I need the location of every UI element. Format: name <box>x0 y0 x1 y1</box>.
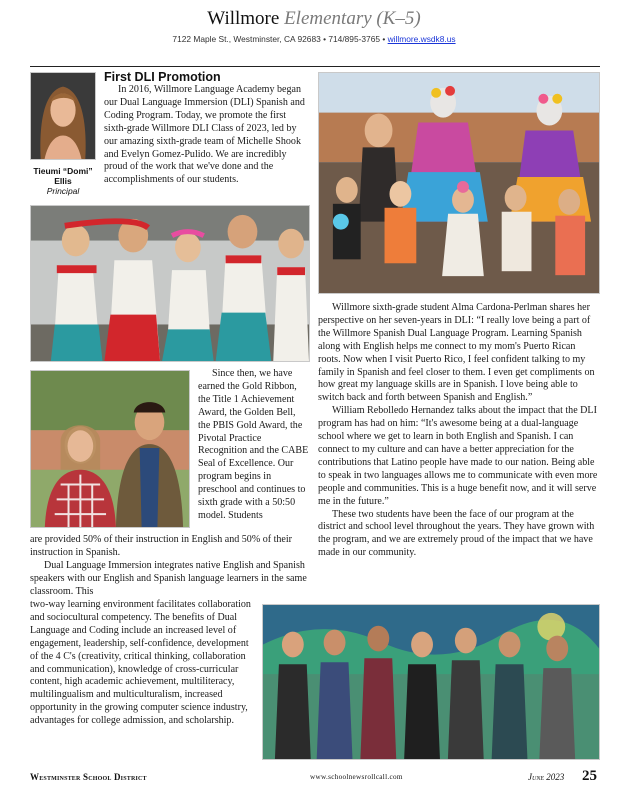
students-folklorico-photo <box>30 205 310 362</box>
dia-de-muertos-photo <box>318 72 600 294</box>
paragraph-intro: In 2016, Willmore Language Academy began our Dual Language Immersion (DLI) Spanish and Coding Program. Today, we promote the first sixth-grade Willmore DLI Class of 2023, led by our amazing sixth-grade team of Michelle Shook and Evelyn Gomez-Pulido. We are incredibly proud of the work that we've done and the accomplishments of our students. <box>104 84 305 186</box>
paragraph-instruction-split: are provided 50% of their instruction in English and 50% of their instruction in Spanish. <box>30 534 292 558</box>
footer-website[interactable]: www.schoolnewsrollcall.com <box>310 773 403 781</box>
student-quotes-block <box>318 302 600 560</box>
achievements-text-block <box>198 368 310 523</box>
principal-caption <box>30 166 96 196</box>
paragraph-benefits: two-way learning environment facilitates collaboration and sociocultural competency. The benefits of Dual Language and Coding include an increased level of engagement, leadership, self-confidence, development of the 4 C's (creativity, critical thinking, collaboration and communication), knowledge of cross-curricular content, high academic achievement, multiliteracy, multilingualism and multiculturalism, increased opportunity in the growing computer science industry, advantages for college admission, and scholarship. <box>30 599 251 727</box>
school-website-link[interactable]: willmore.wsdk8.us <box>387 34 456 44</box>
school-subtitle: Elementary (K–5) <box>284 8 421 29</box>
sixth-grade-teachers-photo <box>30 370 190 528</box>
benefits-text-block <box>30 599 256 728</box>
header-divider <box>30 66 600 67</box>
principal-name-line2: Ellis <box>54 176 72 186</box>
paragraph-closing: These two students have been the face of our program at the district and school level throughout the years. They have grown with the program, and we are extremely proud of the impact that we have made in our community. <box>318 508 595 559</box>
principal-photo <box>30 72 96 160</box>
principal-title: Principal <box>46 186 80 196</box>
principal-name: Tieumi “Domi” <box>33 166 93 176</box>
page-header <box>0 8 628 44</box>
paragraph-dli-intro: Dual Language Immersion integrates native English and Spanish speakers with our English and Spanish language learners in the same classroom. This <box>30 559 307 597</box>
paragraph-alma-quote: Willmore sixth-grade student Alma Cardona-Perlman shares her perspective on her seven-years in DLI: “I really love being a part of the Willmore Spanish Dual Language Program. Learning Spanish along with English helps me connect to my mom's Puerto Rican roots. Now when I visit Puerto Rico, I feel confident talking to my family in Spanish and feel closer to them. I even get compliments on how great my language skills are in Spanish. I love being able to switch back and forth between Spanish and English.” <box>318 302 595 404</box>
school-address-line <box>0 34 628 44</box>
paragraph-william-quote: William Rebolledo Hernandez talks about the impact that the DLI program has had on him: “It's awesome being at a dual-language school where we get to learn in both English and Spanish. I can connect to my culture and can have a better appreciation for the contributions that Latino people have made to our nation. Being able to speak in two languages allows me to communicate with even more people and communities. This is a huge benefit now, and it will serve me in the future.” <box>318 405 598 507</box>
school-title <box>0 8 628 30</box>
paragraph-achievements: Since then, we have earned the Gold Ribbon, the Title 1 Achievement Award, the Golden Bell, the PBIS Gold Award, the Pivotal Practice Recognition and the CABE Seal of Excellence. Our program begins in preschool and continues to sixth grade with a 50:50 model. Students <box>198 368 309 521</box>
intro-text-block <box>104 84 310 187</box>
article-headline: First DLI Promotion <box>104 70 221 84</box>
page-number: 25 <box>582 768 597 784</box>
staff-group-photo <box>262 604 600 760</box>
footer-date: June 2023 <box>528 772 565 782</box>
footer-district: Westminster School District <box>30 772 147 782</box>
school-name: Willmore <box>207 8 280 29</box>
school-address: 7122 Maple St., Westminster, CA 92683 • 714/895-3765 • <box>172 34 386 44</box>
instruction-text-block <box>30 534 310 599</box>
